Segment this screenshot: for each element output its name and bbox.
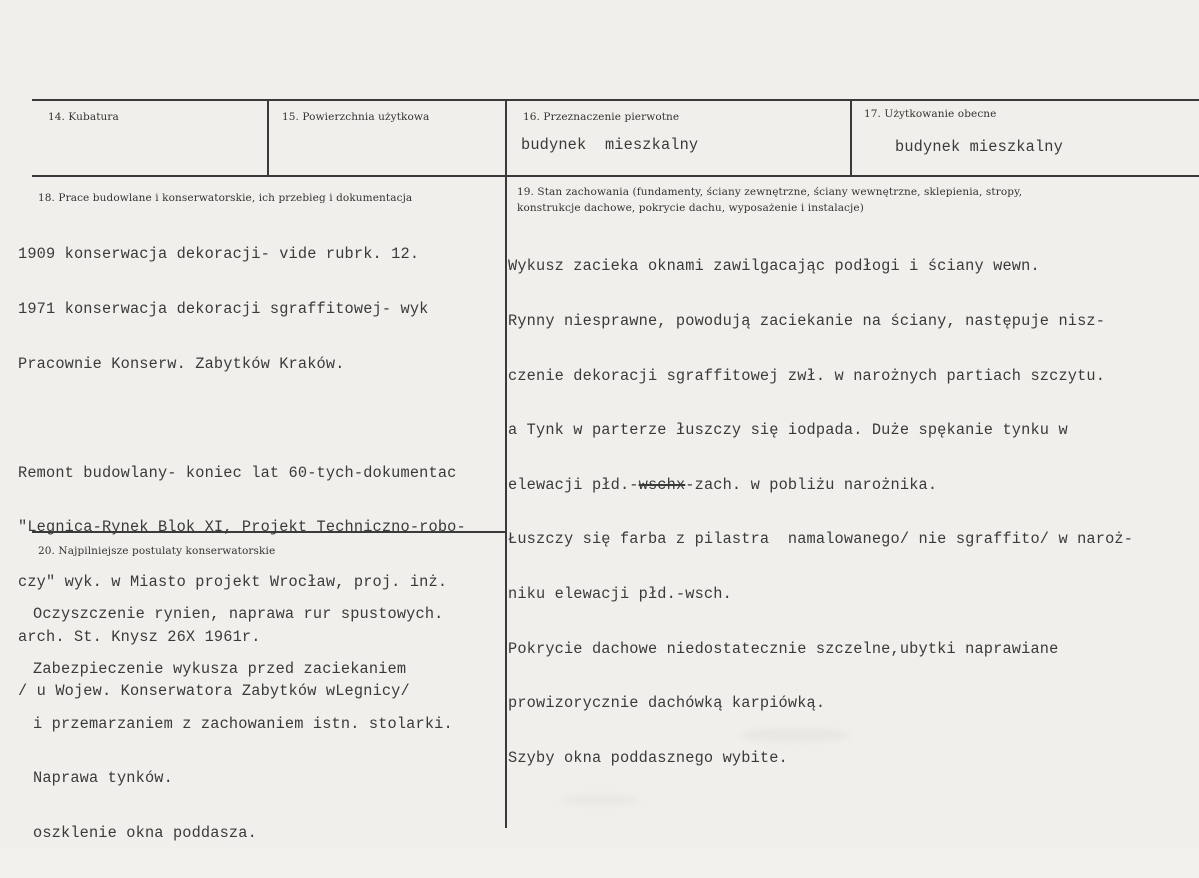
field-19-label-line2: konstrukcje dachowe, pokrycie dachu, wyposażenie i instalacje) [517, 202, 864, 214]
field-19-line: niku elewacji płd.-wsch. [508, 584, 732, 603]
field-20-line: i przemarzaniem z zachowaniem istn. stolarki. [33, 714, 453, 733]
field-18-line: / u Wojew. Konserwatora Zabytków wLegnicy/ [18, 682, 410, 701]
field-19-label-line1: 19. Stan zachowania (fundamenty, ściany zewnętrzne, ściany wewnętrzne, sklepienia, stropy, [517, 186, 1023, 198]
field-19-line-5-start: elewacji płd.- [508, 475, 639, 494]
field-19-line: Rynny niesprawne, powodują zaciekanie na ściany, następuje nisz- [508, 312, 1106, 330]
field-19-line: Pokrycie dachowe niedostatecznie szczelne,ubytki naprawiane [508, 639, 1059, 658]
field-18-line: czy" wyk. w Miasto projekt Wrocław, proj. inż. [18, 572, 448, 591]
field-17-value: budynek mieszkalny [895, 138, 1063, 156]
field-18-label: 18. Prace budowlane i konserwatorskie, ich przebieg i dokumentacja [38, 192, 413, 204]
field-20-text [33, 569, 453, 878]
field-20-line: Naprawa tynków. [33, 769, 173, 788]
field-18-line: 1909 konserwacja dekoracji- vide rubrk. 12. [18, 245, 420, 264]
divider-14-15 [267, 100, 269, 176]
field-17-label: 17. Użytkowanie obecne [864, 108, 997, 120]
field-18-line: arch. St. Knysz 26X 1961r. [18, 627, 261, 646]
field-18-line: Remont budowlany- koniec lat 60-tych-dokumentac [18, 463, 457, 482]
field-19-line-5 [508, 476, 1133, 494]
divider-16-17 [850, 100, 852, 176]
field-14-label: 14. Kubatura [48, 111, 119, 123]
field-19-line: czenie dekoracji sgraffitowej zwł. w narożnych partiach szczytu. [508, 366, 1106, 385]
top-rule [32, 99, 1199, 101]
field-18-line: 1971 konserwacja dekoracji sgraffitowej- wyk [18, 300, 429, 318]
field-19-line: Wykusz zacieka oknami zawilgacając podłogi i ściany wewn. [508, 257, 1040, 276]
field-18-line [18, 409, 466, 427]
field-18-line: "Legnica-Rynek Blok XI, Projekt Techniczno-robo- [18, 518, 466, 537]
row1-bottom-rule [32, 175, 1199, 177]
field-19-struck-word: wschx [638, 475, 686, 494]
field-15-label: 15. Powierzchnia użytkowa [282, 111, 430, 123]
field-19-line-5-end: -zach. w pobliżu narożnika. [685, 475, 938, 494]
field-19-text [508, 221, 1133, 803]
field-19-line: a Tynk w parterze łuszczy się iodpada. Duże spękanie tynku w [508, 421, 1068, 440]
field-20-line: Oczyszczenie rynien, naprawa rur spustowych. [33, 605, 444, 624]
field-16-label: 16. Przeznaczenie pierwotne [523, 111, 680, 123]
divider-center [505, 100, 507, 828]
field-16-value: budynek mieszkalny [521, 136, 699, 154]
field-19-line: Łuszczy się farba z pilastra namalowanego/ nie sgraffito/ w naroż- [508, 530, 1134, 549]
field-18-line: Pracownie Konserw. Zabytków Kraków. [18, 354, 345, 373]
field-19-line: Szyby okna poddasznego wybite. [508, 748, 788, 767]
field-20-line: oszklenie okna poddasza. [33, 823, 257, 842]
field-20-line: Zabezpieczenie wykusza przed zaciekaniem [33, 660, 407, 678]
field-19-line: prowizorycznie dachówką karpiówką. [508, 694, 826, 713]
field-20-label: 20. Najpilniejsze postulaty konserwatorskie [38, 545, 276, 557]
